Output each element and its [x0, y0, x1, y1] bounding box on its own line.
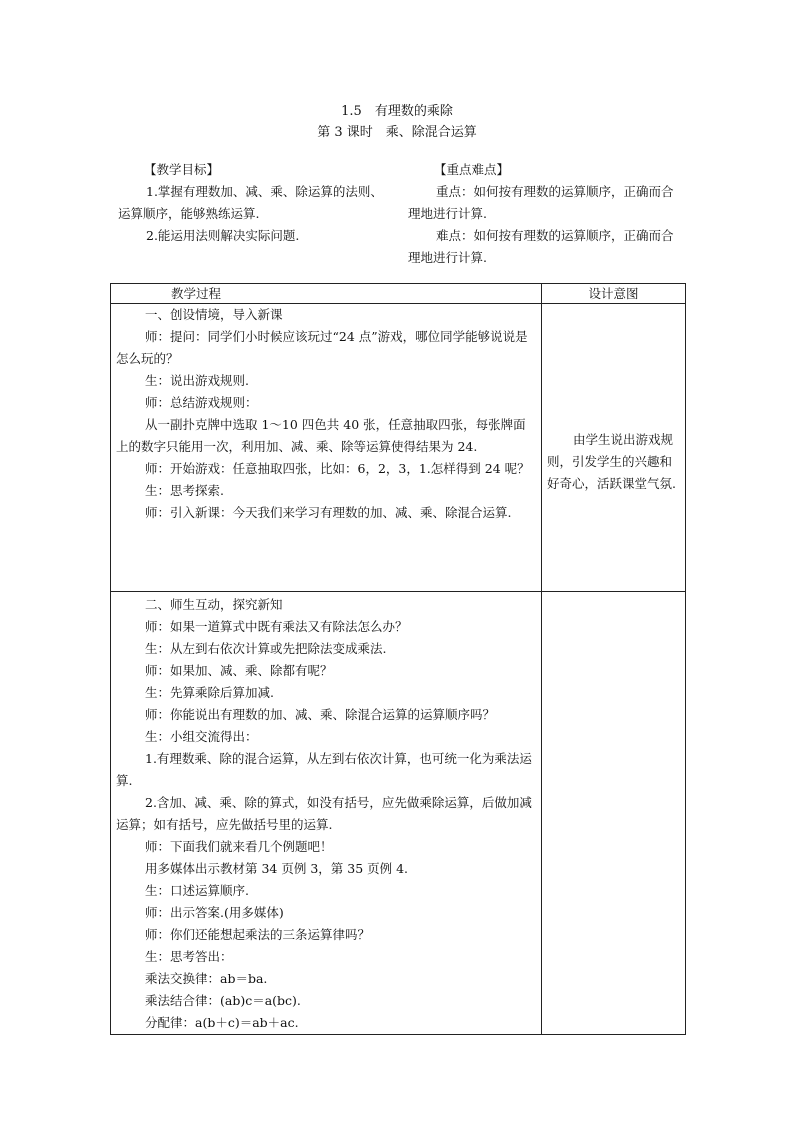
table-header-row — [111, 284, 686, 304]
teaching-goals — [118, 159, 390, 247]
goal-item: 1.掌握有理数加、减、乘、除运算的法则、运算顺序，能够熟练运算. — [118, 184, 383, 221]
section1-line: 师：开始游戏：任意抽取四张，比如：6，2，3，1.怎样得到 24 呢？ — [145, 461, 530, 476]
section2-line: 师：如果一道算式中既有乘法又有除法怎么办？ — [145, 619, 408, 634]
section2-line: 用多媒体出示教材第 34 页例 3，第 35 页例 4. — [145, 861, 409, 876]
section1-intent-text: 由学生说出游戏规则，引发学生的兴趣和好奇心，活跃课堂气氛. — [547, 432, 676, 491]
section2-intent — [542, 592, 686, 1035]
section2-process — [111, 592, 542, 1035]
section2-line: 生：先算乘除后算加减. — [145, 685, 274, 700]
lesson-subtitle: 第 3 课时 乘、除混合运算 — [317, 125, 477, 140]
key-points — [408, 159, 678, 269]
section2-line: 师：下面我们就来看几个例题吧！ — [145, 839, 333, 854]
section2-line: 生：从左到右依次计算或先把除法变成乘法. — [145, 641, 387, 656]
goal-item: 2.能运用法则解决实际问题. — [146, 228, 300, 243]
section2-line: 生：口述运算顺序. — [145, 883, 249, 898]
section2-line: 乘法交换律：ab＝ba. — [145, 971, 268, 986]
section2-line: 生：思考答出： — [145, 949, 233, 964]
section2-line: 2.含加、减、乘、除的算式，如没有括号，应先做乘除运算，后做加减运算；如有括号，应先做括号里的运算. — [116, 795, 532, 832]
goals-heading: 【教学目标】 — [144, 162, 220, 177]
intent-column-header: 设计意图 — [542, 284, 686, 304]
lesson-title: 1.5 有理数的乘除 — [341, 104, 453, 119]
section2-line: 师：你们还能想起乘法的三条运算律吗？ — [145, 927, 371, 942]
section2-line: 生：小组交流得出： — [145, 729, 258, 744]
section2-line: 乘法结合律：(ab)c＝a(bc). — [145, 993, 301, 1008]
section1-intent — [542, 304, 686, 592]
keypoint-item: 重点：如何按有理数的运算顺序，正确而合理地进行计算. — [408, 184, 674, 221]
section1-line: 师：提问：同学们小时候应该玩过“24 点”游戏，哪位同学能够说说是怎么玩的？ — [116, 329, 528, 366]
section2-line: 1.有理数乘、除的混合运算，从左到右依次计算，也可统一化为乘法运算. — [116, 751, 532, 788]
section1-line: 生：思考探索. — [145, 483, 224, 498]
section1-line: 师：总结游戏规则： — [145, 395, 258, 410]
table-row-section2 — [111, 592, 686, 1035]
process-column-header: 教学过程 — [111, 284, 542, 304]
section1-line: 一、创设情境，导入新课 — [145, 307, 283, 322]
table-row-section1 — [111, 304, 686, 592]
section2-line: 师：出示答案.(用多媒体) — [145, 905, 284, 920]
keypoint-item: 难点：如何按有理数的运算顺序，正确而合理地进行计算. — [408, 228, 674, 265]
section1-process — [111, 304, 542, 592]
keypoints-heading: 【重点难点】 — [434, 162, 510, 177]
section2-line: 分配律：a(b＋c)＝ab＋ac. — [145, 1015, 299, 1030]
section2-line: 二、师生互动，探究新知 — [145, 597, 283, 612]
section2-line: 师：如果加、减、乘、除都有呢？ — [145, 663, 333, 678]
lesson-process-table — [110, 283, 686, 1035]
section2-line: 师：你能说出有理数的加、减、乘、除混合运算的运算顺序吗？ — [145, 707, 496, 722]
section1-line: 生：说出游戏规则. — [145, 373, 249, 388]
section1-line: 师：引入新课：今天我们来学习有理数的加、减、乘、除混合运算. — [145, 505, 512, 520]
section1-line: 从一副扑克牌中选取 1～10 四色共 40 张，任意抽取四张，每张牌面上的数字只能用一次，利用加、减、乘、除等运算使得结果为 24. — [116, 417, 526, 454]
